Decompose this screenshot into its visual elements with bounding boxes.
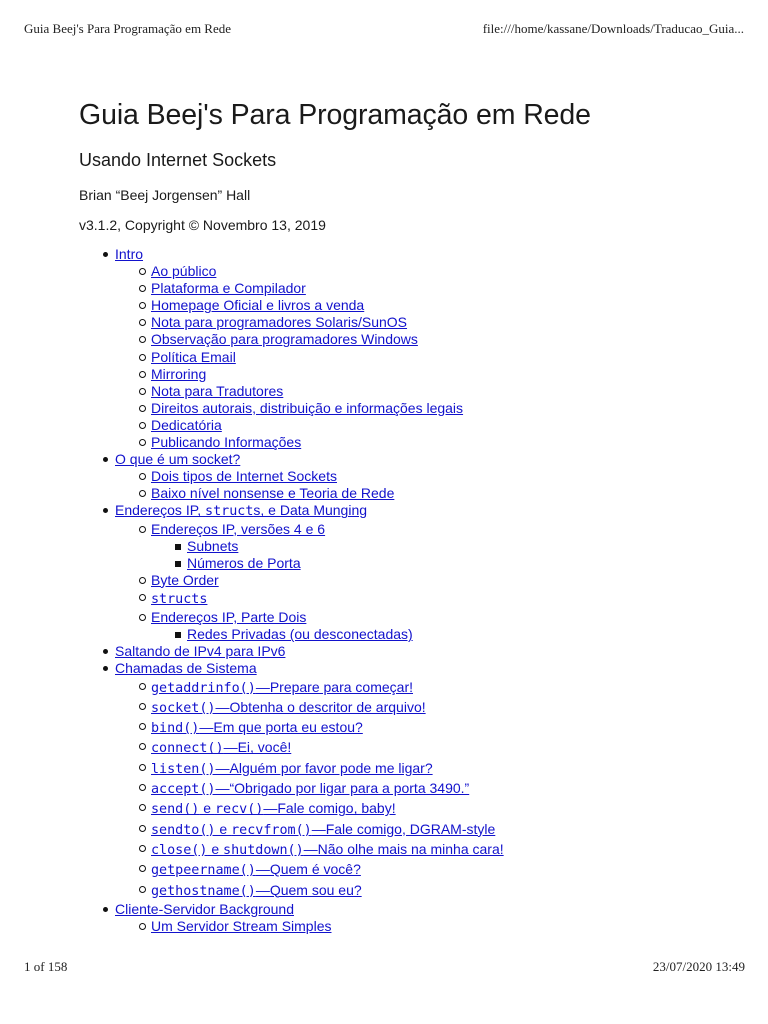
toc-subitem [115,860,739,880]
toc-link-byte-order[interactable]: Byte Order [151,571,219,588]
toc-code: send() [151,802,200,818]
toc-code: sendto() [151,822,216,838]
document-version: v3.1.2, Copyright © Novembro 13, 2019 [79,217,326,233]
toc-sublist-syscalls [115,678,739,901]
toc-subitem [115,609,739,643]
toc-code: socket() [151,700,216,716]
toc-link-getpeername[interactable] [151,861,361,877]
toc-link-send-recv[interactable] [151,800,396,816]
toc-link-sendto-recvfrom[interactable] [151,821,495,837]
toc-sublist-ip-part-two [151,626,739,643]
document-subtitle: Usando Internet Sockets [79,150,277,170]
print-header-url: file:///home/kassane/Downloads/Traducao_Guia... [482,21,744,36]
document-body [79,96,739,935]
toc-item-ipv6 [79,643,739,660]
toc-link-gethostname[interactable] [151,882,362,898]
toc-link-plataforma[interactable]: Plataforma e Compilador [151,280,306,297]
toc-link-solaris[interactable]: Nota para programadores Solaris/SunOS [151,314,408,331]
toc-subitem [115,881,739,901]
toc-text: —Não olhe mais na minha cara! [303,840,504,857]
toc-subitem [115,799,739,819]
toc-subitem [115,263,739,280]
toc-subitem [115,678,739,698]
toc-text: —Obtenha o descritor de arquivo! [215,698,426,715]
toc-item-syscalls [79,660,739,900]
toc-subitem [115,280,739,297]
toc-subsubitem [151,626,739,643]
toc-link-close-shutdown[interactable] [151,841,504,857]
toc-subitem [115,840,739,860]
toc-subitem [115,349,739,366]
toc-link-listen[interactable] [151,760,433,776]
toc-subitem [115,718,739,738]
toc-code: listen() [151,761,216,777]
toc-subitem [115,314,739,331]
toc-link-direitos[interactable]: Direitos autorais, distribuição e informações legais [151,399,464,416]
toc-link-bind[interactable] [151,719,363,735]
toc-link-structs[interactable] [151,590,207,606]
toc-link-baixo-nivel[interactable]: Baixo nível nonsense e Teoria de Rede [151,485,395,502]
toc-link-private-networks[interactable]: Redes Privadas (ou desconectadas) [187,626,413,643]
toc-sublist-intro [115,263,739,451]
toc-subsubitem [151,538,739,555]
toc-link-accept[interactable] [151,780,469,796]
table-of-contents [79,246,739,935]
toc-link-publicando[interactable]: Publicando Informações [151,434,302,451]
toc-link-intro[interactable]: Intro [115,246,144,262]
toc-code: struct [205,504,254,520]
toc-link-ip-part-two[interactable]: Endereços IP, Parte Dois [151,609,307,626]
toc-subitem [115,400,739,417]
toc-code: connect() [151,741,224,757]
toc-link-stream-server[interactable]: Um Servidor Stream Simples [151,917,332,934]
toc-subitem [115,698,739,718]
toc-code: getpeername() [151,863,256,879]
toc-link-ip-versions[interactable]: Endereços IP, versões 4 e 6 [151,520,326,537]
toc-code: structs [151,591,208,607]
toc-text: Endereços IP, [115,502,206,519]
toc-link-homepage[interactable]: Homepage Oficial e livros a venda [151,297,365,314]
toc-text: —Prepare para começar! [255,678,413,695]
toc-code: recv() [214,802,264,818]
document-title: Guia Beej's Para Programação em Rede [79,99,591,131]
toc-sublist-client-server [115,918,739,935]
toc-link-dois-tipos[interactable]: Dois tipos de Internet Sockets [151,468,337,485]
toc-link-ip-structs[interactable] [115,502,367,518]
toc-code: recvfrom() [231,822,312,838]
toc-link-connect[interactable] [151,739,291,755]
toc-text: e [207,840,224,857]
toc-link-email[interactable]: Política Email [151,348,236,365]
toc-link-syscalls[interactable]: Chamadas de Sistema [115,660,257,677]
print-footer-datetime: 23/07/2020 13:49 [652,959,745,974]
toc-subitem [115,820,739,840]
toc-subitem [115,521,739,572]
toc-subitem [115,738,739,758]
toc-text: —“Obrigado por ligar para a porta 3490.” [215,780,470,797]
toc-subitem [115,331,739,348]
toc-subitem [115,485,739,502]
toc-code: gethostname() [151,883,256,899]
toc-link-socket[interactable]: O que é um socket? [115,451,241,468]
toc-link-dedicatoria[interactable]: Dedicatória [151,416,222,433]
toc-item-client-server [79,901,739,935]
toc-item-ip [79,502,739,643]
toc-code: getaddrinfo() [151,680,256,696]
toc-text: e [215,820,232,837]
toc-subitem [115,779,739,799]
toc-sublist-ip [115,521,739,644]
document-author: Brian “Beej Jorgensen” Hall [79,187,251,203]
toc-subitem [115,366,739,383]
toc-item-intro [79,246,739,451]
toc-subitem [115,759,739,779]
toc-subsubitem [151,555,739,572]
toc-link-tradutores[interactable]: Nota para Tradutores [151,382,284,399]
toc-subitem [115,918,739,935]
print-footer-page: 1 of 158 [24,959,68,974]
toc-sublist-socket [115,468,739,502]
toc-text: —Quem sou eu? [255,881,362,898]
toc-text: —Alguém por favor pode me ligar? [215,759,433,776]
toc-code: close() [151,842,208,858]
toc-link-mirroring[interactable]: Mirroring [151,365,207,382]
toc-sublist-ip-versions [151,538,739,572]
toc-text: e [199,800,215,817]
toc-link-getaddrinfo[interactable] [151,679,413,695]
toc-text: —Fale comigo, DGRAM-style [311,820,496,837]
toc-text: —Quem é você? [255,861,361,878]
toc-item-socket [79,451,739,502]
toc-link-subnets[interactable]: Subnets [187,537,239,554]
toc-code: bind() [151,721,200,737]
toc-link-windows[interactable]: Observação para programadores Windows [151,331,418,348]
toc-subitem [115,434,739,451]
toc-text: s, e Data Munging [253,502,368,519]
toc-subitem [115,589,739,609]
toc-text: —Fale comigo, baby! [263,800,396,817]
toc-text: —Em que porta eu estou? [199,719,363,736]
toc-subitem [115,297,739,314]
toc-code: shutdown() [223,842,304,858]
print-header-title: Guia Beej's Para Programação em Rede [24,21,232,36]
toc-code: accept() [151,782,216,798]
toc-link-socket-call[interactable] [151,699,426,715]
toc-subitem [115,417,739,434]
toc-link-ao-publico[interactable]: Ao público [151,263,217,280]
toc-text: —Ei, você! [223,739,292,756]
toc-link-client-server[interactable]: Cliente-Servidor Background [115,900,294,917]
toc-subitem [115,572,739,589]
toc-subitem [115,468,739,485]
toc-link-ipv6[interactable]: Saltando de IPv4 para IPv6 [115,643,286,660]
toc-link-ports[interactable]: Números de Porta [187,554,301,571]
toc-subitem [115,383,739,400]
